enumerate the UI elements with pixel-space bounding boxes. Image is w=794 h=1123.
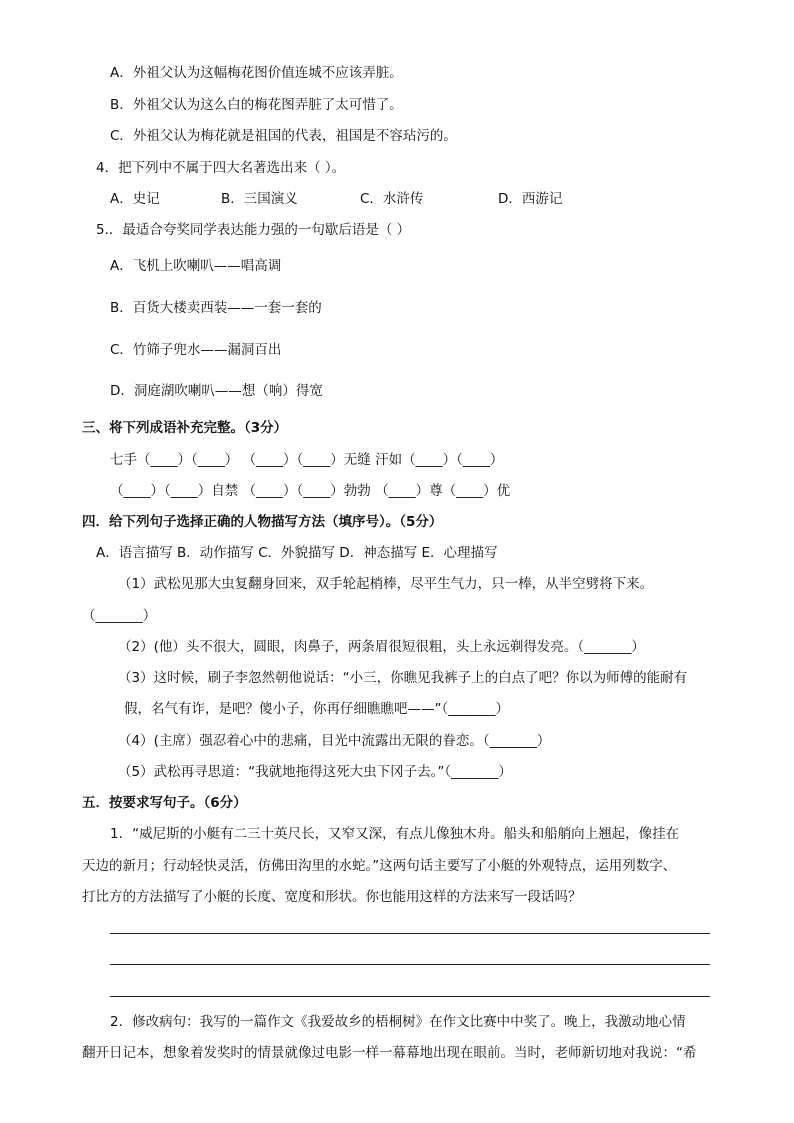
q5-2-line-2: 翻开日记本，想象着发奖时的情景就像过电影一样一幕幕地出现在眼前。当时，老师新切地对我说：“希 — [82, 1045, 697, 1061]
answer-line-2[interactable] — [110, 964, 710, 965]
sentence-2: （2）(他）头不很大，圆眼，肉鼻子，两条眉很短很粗，头上永远剃得发亮。（_______） — [118, 639, 645, 655]
sentence-3-line-2: 假，名气有诈，是吧？傻小子，你再仔细瞧瞧吧——”（_______） — [124, 701, 509, 717]
idiom-row-1: 七手（____）（____） （____）（____）无缝 汗如（____）（____） — [110, 452, 504, 468]
section4-title: 四．给下列句子选择正确的人物描写方法（填序号）。（5分） — [82, 514, 443, 530]
description-methods: A．语言描写 B．动作描写 C．外貌描写 D．神态描写 E．心理描写 — [96, 545, 498, 561]
q5-option-b: B．百货大楼卖西装——一套一套的 — [110, 300, 322, 316]
sentence-1: （1）武松见那大虫复翻身回来，双手轮起梢棒，尽平生气力，只一棒，从半空劈将下来。 — [118, 576, 654, 592]
sentence-1-blank: （_______） — [82, 608, 157, 624]
section5-title: 五．按要求写句子。（6分） — [82, 795, 247, 811]
sentence-4: （4）(主席）强忍着心中的悲痛，目光中流露出无限的眷恋。（_______） — [118, 733, 551, 749]
q5-1-line-2: 天边的新月；行动轻快灵活，仿佛田沟里的水蛇。”这两句话主要写了小艇的外观特点，运用列数字、 — [82, 858, 677, 874]
answer-line-3[interactable] — [110, 996, 710, 997]
q5-1-line-3: 打比方的方法描写了小艇的长度、宽度和形状。你也能用这样的方法来写一段话吗？ — [82, 889, 582, 905]
q5-2-line-1: 2．修改病句：我写的一篇作文《我爱故乡的梧桐树》在作文比赛中中奖了。晚上，我激动地心情 — [110, 1014, 686, 1030]
q4-option-c: C．水浒传 — [360, 191, 424, 207]
q3-option-c: C．外祖父认为梅花就是祖国的代表，祖国是不容玷污的。 — [110, 128, 457, 144]
sentence-3-line-1: （3）这时候，刷子李忽然朝他说话：“小三，你瞧见我裤子上的白点了吧？你以为师傅的能耐有 — [118, 670, 688, 686]
q4-option-d: D．西游记 — [498, 191, 563, 207]
answer-line-1[interactable] — [110, 933, 710, 934]
q5-1-line-1: 1．“威尼斯的小艇有二三十英尺长，又窄又深，有点儿像独木舟。船头和船艄向上翘起，像挂在 — [110, 826, 680, 842]
idiom-row-2: （____）（____）自禁 （____）（____）勃勃 （____）尊（____）优 — [110, 483, 511, 499]
sentence-5: （5）武松再寻思道：“我就地拖得这死大虫下冈子去。”（_______） — [118, 764, 512, 780]
q4-option-b: B．三国演义 — [221, 191, 298, 207]
q4-option-a: A．史记 — [110, 191, 160, 207]
q3-option-b: B．外祖父认为这么白的梅花图弄脏了太可惜了。 — [110, 97, 403, 113]
q5-option-c: C．竹筛子兜水——漏洞百出 — [110, 342, 282, 358]
q5-option-d: D．洞庭湖吹喇叭——想（响）得宽 — [110, 383, 323, 399]
q4-stem: 4．把下列中不属于四大名著选出来（ ）。 — [96, 160, 346, 176]
section3-title: 三、将下列成语补充完整。（3分） — [82, 420, 288, 436]
q5-stem: 5.．最适合夸奖同学表达能力强的一句歇后语是（ ） — [96, 222, 411, 238]
q5-option-a: A．飞机上吹喇叭——唱高调 — [110, 258, 282, 274]
q3-option-a: A．外祖父认为这幅梅花图价值连城不应该弄脏。 — [110, 65, 403, 81]
